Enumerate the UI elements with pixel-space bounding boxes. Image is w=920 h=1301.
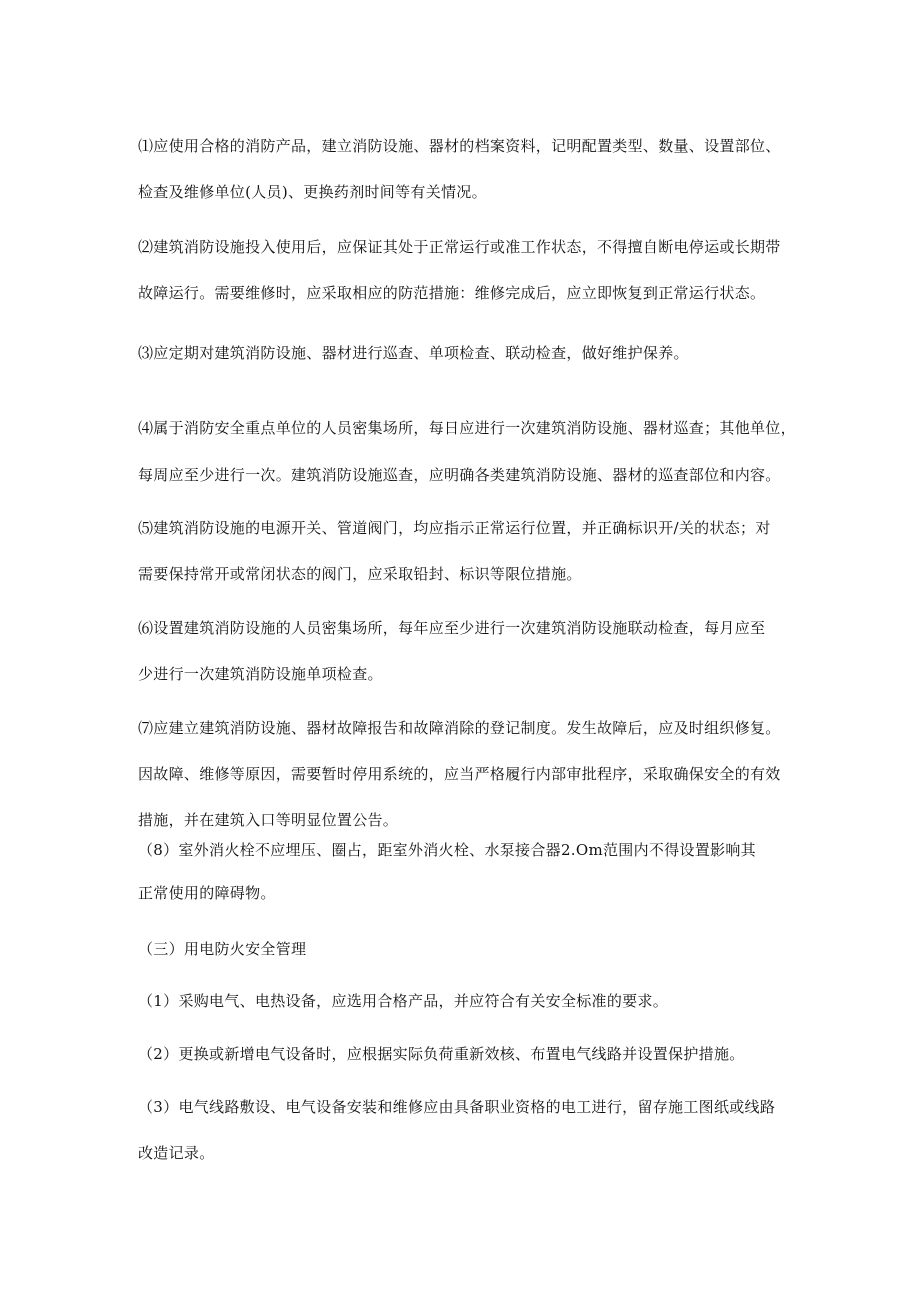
paragraph-1-line-1: ⑴应使用合格的消防产品，建立消防设施、器材的档案资料，记明配置类型、数量、设置部位、 [138, 137, 781, 155]
paragraph-4-line-2: 每周应至少进行一次。建筑消防设施巡查，应明确各类建筑消防设施、器材的巡查部位和内容。 [138, 466, 781, 484]
paragraph-12-line-2: 改造记录。 [138, 1144, 215, 1162]
paragraph-2-line-2: 故障运行。需要维修时，应采取相应的防范措施：维修完成后，应立即恢复到正常运行状态。 [138, 284, 766, 302]
paragraph-5-line-1: ⑸建筑消防设施的电源开关、管道阀门，均应指示正常运行位置，并正确标识开/关的状态；对 [138, 519, 771, 537]
paragraph-7-line-3: 措施，并在建筑入口等明显位置公告。 [138, 811, 399, 829]
paragraph-7-line-2: 因故障、维修等原因，需要暂时停用系统的，应当严格履行内部审批程序，采取确保安全的有效 [138, 765, 781, 783]
paragraph-8-line-1: （8）室外消火栓不应埋压、圈占，距室外消火栓、水泵接合器2.Om范围内不得设置影响其 [138, 841, 756, 859]
paragraph-1-line-2: 检查及维修单位(人员)、更换药剂时间等有关情况。 [138, 183, 487, 201]
paragraph-4-line-1: ⑷属于消防安全重点单位的人员密集场所，每日应进行一次建筑消防设施、器材巡查；其他单位， [138, 419, 796, 437]
paragraph-5-line-2: 需要保持常开或常闭状态的阀门，应采取铅封、标识等限位措施。 [138, 565, 582, 583]
paragraph-6-line-2: 少进行一次建筑消防设施单项检查。 [138, 665, 383, 683]
section-heading: （三）用电防火安全管理 [138, 940, 307, 958]
paragraph-12-line-1: （3）电气线路敷设、电气设备安装和维修应由具备职业资格的电工进行，留存施工图纸或线路 [138, 1098, 776, 1116]
paragraph-2-line-1: ⑵建筑消防设施投入使用后，应保证其处于正常运行或准工作状态，不得擅自断电停运或长期带 [138, 238, 781, 256]
paragraph-11-line-1: （2）更换或新增电气设备时，应根据实际负荷重新效核、布置电气线路并设置保护措施。 [138, 1045, 745, 1063]
paragraph-8-line-2: 正常使用的障碍物。 [138, 884, 276, 902]
paragraph-3-line-1: ⑶应定期对建筑消防设施、器材进行巡查、单项检查、联动检查，做好维护保养。 [138, 344, 689, 362]
paragraph-6-line-1: ⑹设置建筑消防设施的人员密集场所，每年应至少进行一次建筑消防设施联动检查，每月应至 [138, 619, 766, 637]
paragraph-7-line-1: ⑺应建立建筑消防设施、器材故障报告和故障消除的登记制度。发生故障后，应及时组织修复。 [138, 719, 781, 737]
paragraph-10-line-1: （1）采购电气、电热设备，应选用合格产品，并应符合有关安全标准的要求。 [138, 992, 669, 1010]
